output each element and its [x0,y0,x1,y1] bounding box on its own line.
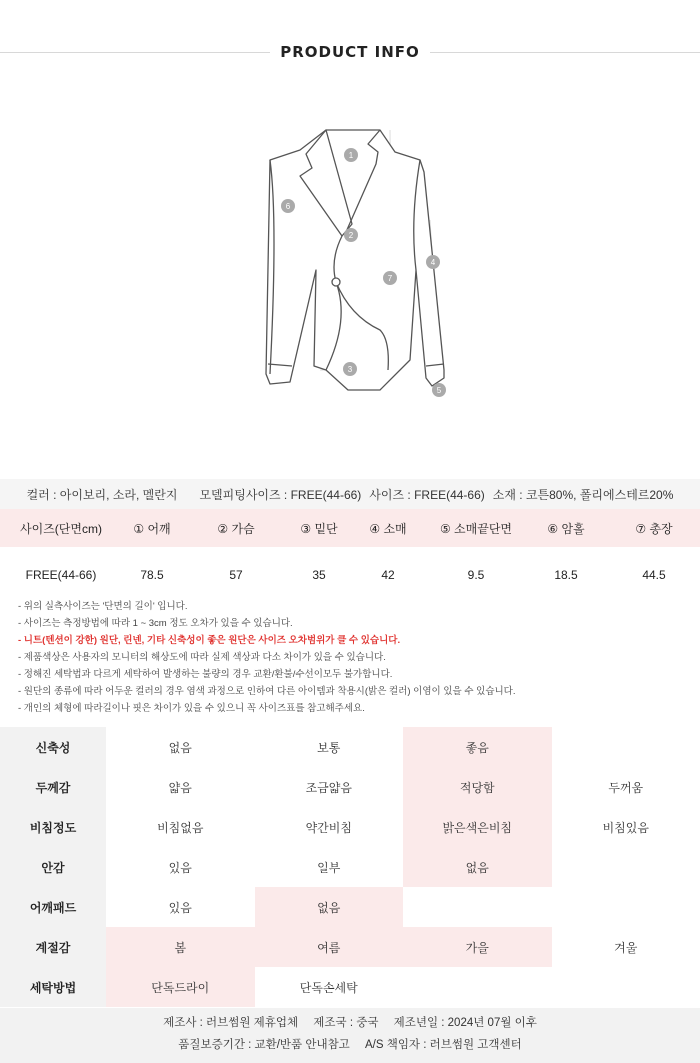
section-header [0,40,700,64]
fabric-option: 비침없음 [157,820,204,835]
size-header-cell: ③ 밑단 [300,521,338,536]
size-cell: 44.5 [642,568,666,582]
footer-warranty: 품질보증기간 : 교환/반품 안내참고 [178,1039,350,1051]
fabric-label: 어깨패드 [0,887,106,927]
marker-1: 1 [344,148,358,162]
footer-country: 제조국 : 중국 [313,1017,379,1029]
footer-info [0,1008,700,1063]
note-item: - 제품색상은 사용자의 모니터의 해상도에 따라 실제 색상과 다소 차이가 있을 수 있습니다. [18,652,386,663]
fabric-option [403,887,552,927]
spec-color: 컬러 : 아이보리, 소라, 멜란지 [26,487,178,502]
fabric-option-selected: 가을 [403,927,552,967]
footer-maker: 제조사 : 러브썸원 제휴업체 [163,1017,299,1029]
fabric-option: 단독손세탁 [299,980,358,995]
size-header-cell: 사이즈(단면cm) [20,521,102,536]
size-cell: 78.5 [140,568,164,582]
fabric-label: 신축성 [0,727,106,767]
fabric-label: 세탁방법 [0,967,106,1007]
footer-line-1 [0,1008,700,1034]
size-cell: 42 [381,568,395,582]
fabric-option: 일부 [317,860,341,875]
fabric-option [552,967,700,1007]
divider-right [430,52,700,53]
table-row [0,887,700,927]
fabric-option: 보통 [317,740,341,755]
table-row [0,547,700,603]
fabric-option-selected: 없음 [255,887,404,927]
note-item: - 위의 실측사이즈는 '단면의 길이' 입니다. [18,601,188,612]
fabric-option: 없음 [168,740,192,755]
fabric-label: 두께감 [0,767,106,807]
fabric-option: 얇음 [168,780,192,795]
table-row [0,927,700,967]
size-table [0,509,700,603]
fabric-option: 있음 [168,860,192,875]
fabric-option-selected: 봄 [106,927,255,967]
fabric-label: 계절감 [0,927,106,967]
fabric-option [552,727,700,767]
fabric-label: 비침정도 [0,807,106,847]
fabric-option: 조금얇음 [305,780,352,795]
table-row [0,807,700,847]
note-item: - 개인의 체형에 따라길이나 핏은 차이가 있을 수 있으니 꼭 사이즈표를 참고해주세요. [18,703,365,714]
size-header-cell: ⑤ 소매끝단면 [439,521,513,536]
size-header-cell: ① 어깨 [133,521,171,536]
fabric-option-selected: 좋음 [403,727,552,767]
spec-size: 사이즈 : FREE(44-66) [369,487,485,502]
note-item: - 사이즈는 측정방법에 따라 1 ~ 3cm 정도 오차가 있을 수 있습니다. [18,618,293,629]
size-table-header [0,509,700,547]
spec-material: 소재 : 코튼80%, 폴리에스테르20% [492,487,674,502]
fabric-option-selected: 적당함 [403,767,552,807]
note-item-warning: - 니트(텐션이 강한) 원단, 린넨, 기타 신축성이 좋은 원단은 사이즈 오차범위가 클 수 있습니다. [18,635,401,646]
size-cell: 57 [229,568,243,582]
note-item: - 원단의 종류에 따라 어두운 컬러의 경우 염색 과정으로 인하여 다른 아이템과 착용시(밝은 컬러) 이염이 있을 수 있습니다. [18,686,516,697]
size-header-cell: ⑥ 암홀 [547,521,585,536]
marker-2: 2 [344,228,358,242]
size-header-cell: ④ 소매 [369,521,407,536]
fabric-option-selected: 단독드라이 [106,967,255,1007]
marker-7: 7 [383,271,397,285]
size-cell: 9.5 [467,568,485,582]
section-title: PRODUCT INFO [280,43,420,61]
size-cell: FREE(44-66) [25,568,97,582]
size-header-cell: ⑦ 총장 [635,521,673,536]
size-cell: 35 [312,568,326,582]
divider-left [0,52,270,53]
table-row [0,847,700,887]
spec-summary [0,479,700,509]
fabric-properties-table [0,727,700,1007]
table-row [0,967,700,1007]
marker-6: 6 [281,199,295,213]
fabric-option: 겨울 [614,940,638,955]
fabric-option: 비침있음 [602,820,649,835]
fabric-option: 두꺼움 [608,780,644,795]
fabric-option [552,847,700,887]
size-header-cell: ② 가슴 [217,521,255,536]
footer-date: 제조년일 : 2024년 07월 이후 [393,1017,537,1029]
fabric-option-selected: 밝은색은비침 [403,807,552,847]
fabric-option-selected: 여름 [255,927,404,967]
table-row [0,727,700,767]
fabric-label: 안감 [0,847,106,887]
note-item: - 정해진 세탁법과 다르게 세탁하여 발생하는 불량의 경우 교환/환불/수선이모두 불가합니다. [18,669,393,680]
footer-line-2 [0,1034,700,1056]
table-row [0,767,700,807]
fabric-option [403,967,552,1007]
jacket-illustration [230,120,470,410]
fabric-option-selected: 없음 [403,847,552,887]
marker-4: 4 [426,255,440,269]
fabric-option: 약간비침 [305,820,352,835]
size-cell: 18.5 [554,568,578,582]
footer-as: A/S 책임자 : 러브썸원 고객센터 [364,1039,522,1051]
fabric-option: 있음 [168,900,192,915]
marker-3: 3 [343,362,357,376]
fabric-option [552,887,700,927]
spec-model-size: 모델피팅사이즈 : FREE(44-66) [199,487,362,502]
notes-list [18,598,688,717]
marker-5: 5 [432,383,446,397]
